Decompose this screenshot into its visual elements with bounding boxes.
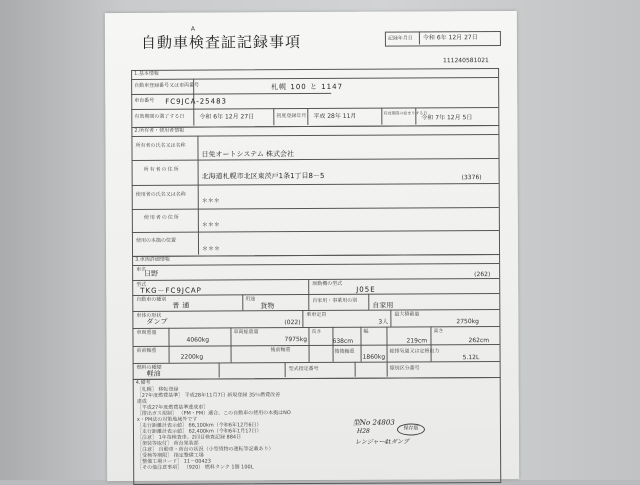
remark-line: ［注意］ 自動車・荷台の状況（小型貨物の運転等記載あり） (137, 446, 274, 453)
user-address-label: 使用者の住所 (143, 214, 180, 221)
body-shape-code: (022) (284, 319, 301, 327)
document-number: 111240581021 (443, 57, 489, 65)
record-date-value: 令和 6年 12月 27日 (422, 34, 478, 42)
model-label: 型式 (136, 281, 147, 288)
use-label: 用途 (245, 296, 256, 303)
model-value: TKG－FC9JCAP (140, 286, 202, 295)
gross-weight-value: 7975kg (284, 336, 308, 344)
owner-address-value: 北海道札幌市北区東茨戸1条1丁目8－5 (201, 171, 325, 181)
preservation-stamp: 保存版 (397, 423, 425, 435)
user-name-value: ＊＊＊ (201, 197, 220, 205)
rear-front-axle-label: 後前軸重 (270, 347, 291, 354)
base-location-label: 使用の本拠の位置 (135, 237, 177, 244)
capacity-value: 3人 (378, 318, 389, 326)
handwritten-note: レンジャー4tダンプ (355, 438, 409, 446)
remark-line: ［受検等期限］ 指定整備工場 (137, 452, 204, 459)
gross-weight-label: 車両総重量 (233, 329, 259, 336)
section-heading: 1.基本情報 (134, 70, 159, 77)
remark-line: 達成 (136, 398, 147, 405)
remark-line: ［27年度燃費基準］ 平成28年11月7日 新規登録 35％燃費改善 (136, 392, 281, 399)
user-address-value: ＊＊＊ (201, 221, 220, 229)
inspection-certificate-sheet (105, 11, 519, 481)
remark-line: ［排出ガス規制］ （PM・PM）適合。この自動車の使用の本拠はNO (136, 410, 291, 417)
rear-axle-value: 1860kg (362, 353, 386, 361)
owner-address-label: 所有者の住所 (143, 166, 180, 173)
timing-label: 有効期間の始まりする日 (383, 110, 428, 116)
vehicle-weight-value: 4060kg (186, 336, 210, 344)
handwritten-note: 型No 24803 (352, 418, 395, 427)
remark-line: ［札幌］ 移転登録 (136, 386, 179, 393)
expiry-value: 令和 6年 12月 27日 (199, 113, 255, 121)
section-heading: 4.備考 (135, 379, 151, 386)
max-load-value: 2750kg (456, 318, 479, 326)
remark-line: ［架装等取付］ 荷台架装部 (137, 440, 199, 447)
displacement-value: 5.12L (462, 354, 480, 362)
displacement-label: 総排気量又は定格出力 (389, 348, 440, 355)
record-date-label: 記録年月日 (387, 35, 413, 42)
corner-mark: A (190, 25, 195, 33)
maker-value: 日野 (144, 269, 159, 278)
private-business-value: 自家用 (372, 301, 394, 310)
maker-code: (262) (474, 271, 491, 279)
reg-number-label: 自動車登録番号又は車両番号 (134, 82, 200, 89)
kind-label: 自動車の種別 (136, 296, 167, 303)
owner-code: (3376) (461, 174, 482, 182)
private-business-label: 自家用・事業用の別 (312, 297, 358, 304)
remark-line: ［その他注意事項］ （920） 燃料タンク 1個 100L (137, 464, 254, 471)
remark-line: ［走行距離計表示値］ 62,400km（令和6年1月17日） (136, 428, 262, 435)
body-shape-value: ダンプ (146, 317, 168, 326)
timing-value: 令和 7年 12月 5日 (421, 114, 473, 122)
height-label: 高さ (433, 328, 444, 335)
height-value: 262cm (468, 337, 490, 345)
maker-label: 車名 (136, 266, 147, 273)
owner-name-value: 日免オートシステム 株式会社 (201, 150, 295, 159)
chassis-label: 車台番号 (134, 97, 155, 104)
engine-label: 原動機の型式 (312, 280, 343, 287)
engine-value: J05E (356, 285, 376, 294)
owner-name-label: 所有者の氏名又は名称 (135, 142, 186, 149)
reg-number-value: 札幌 100 と 1147 (271, 82, 344, 92)
owner-user-section (131, 125, 500, 257)
length-label: 長さ (311, 328, 322, 336)
handwritten-note: H28 (356, 427, 370, 435)
page-title: 自動車検査証記録事項 (140, 33, 301, 52)
fuel-value: 軽油 (146, 369, 161, 378)
max-load-label: 最大積載量 (394, 311, 420, 318)
expiry-label: 有効期間の満了する日 (134, 113, 185, 120)
remark-line: ［注意］ 1年毎検査車。2回目検査記録 884日 (136, 434, 242, 441)
remark-line: ［整備工場コード］ 11－00423 (137, 458, 212, 465)
length-value: 638cm (332, 337, 354, 345)
width-value: 219cm (406, 337, 428, 345)
base-location-value: ＊＊＊ (201, 245, 221, 253)
user-name-label: 使用者の氏名又は名称 (135, 191, 186, 198)
class-number-label: 類別区分番号 (389, 365, 420, 372)
first-registration-label: 初度登録年月 (276, 113, 307, 120)
remark-line: x・PM法の対策地域外です (136, 416, 198, 423)
chassis-value: FC9JCA-25483 (165, 97, 228, 106)
front-axle-label: 前前軸重 (136, 347, 157, 354)
width-label: 幅 (363, 328, 369, 335)
section-heading: 2.所有者・使用者情報 (134, 127, 185, 134)
kind-value: 普通 (172, 301, 193, 310)
type-number-label: 型式指定番号 (288, 365, 319, 373)
fuel-label: 燃料の種類 (136, 364, 162, 371)
rear-axle-label: 後後軸重 (334, 348, 355, 355)
first-registration-value: 平成 28年 11月 (313, 112, 357, 120)
body-shape-label: 車体の形状 (136, 312, 162, 319)
remark-line: ［走行距離計表示値］ 66,100km（令和6年12月6日） (136, 422, 262, 429)
front-axle-value: 2200kg (180, 353, 204, 361)
vehicle-weight-label: 車両重量 (136, 329, 157, 336)
capacity-label: 乗車定員 (306, 311, 327, 319)
section-heading: 3.車両詳細情報 (135, 256, 170, 263)
remark-line: ［平成27年度燃費基準達成車］ (136, 404, 209, 411)
use-value: 貨物 (260, 302, 275, 311)
